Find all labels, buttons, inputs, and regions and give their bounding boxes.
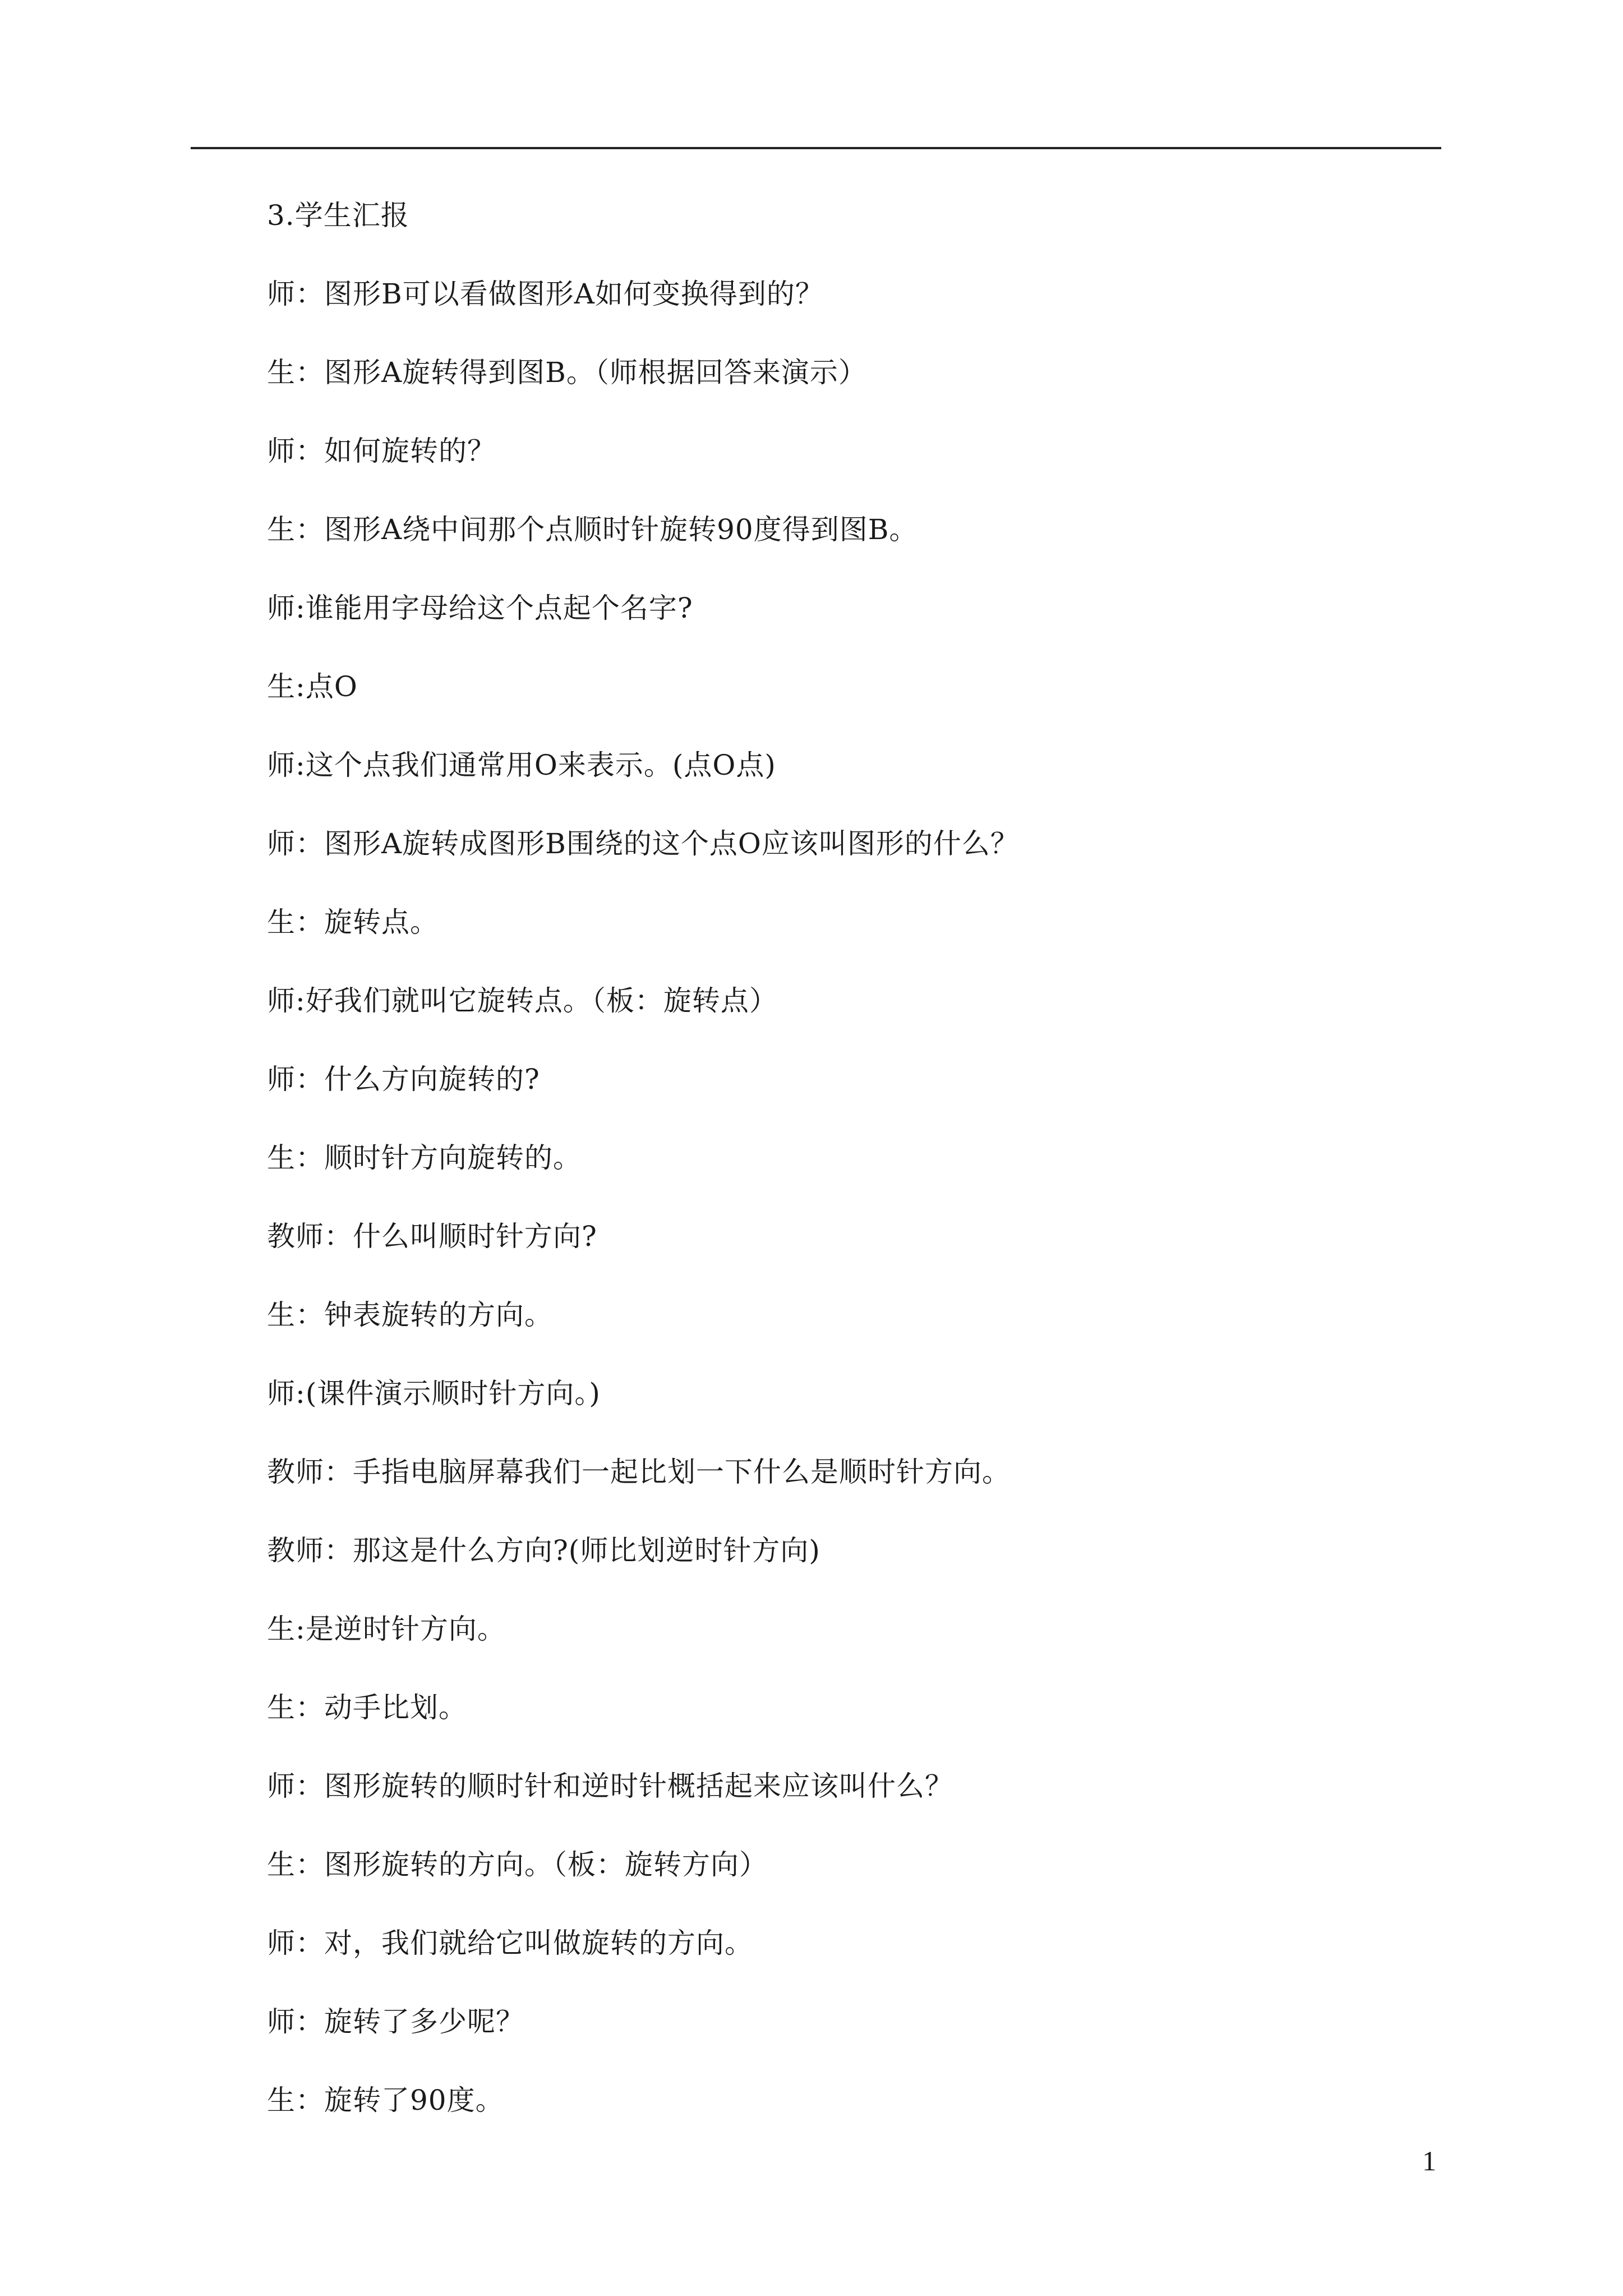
header-rule bbox=[191, 147, 1441, 149]
text-line: 师：对，我们就给它叫做旋转的方向。 bbox=[267, 1927, 753, 1959]
text-line: 生:点O bbox=[267, 670, 358, 703]
text-line: 生：图形A绕中间那个点顺时针旋转90度得到图B。 bbox=[267, 513, 918, 546]
text-line: 师:好我们就叫它旋转点。（板：旋转点） bbox=[267, 984, 778, 1017]
text-line: 师：旋转了多少呢？ bbox=[267, 2005, 524, 2038]
page-number: 1 bbox=[1422, 2145, 1436, 2177]
text-line: 生：图形旋转的方向。（板：旋转方向） bbox=[267, 1848, 768, 1881]
text-line: 师：如何旋转的？ bbox=[267, 435, 496, 467]
text-line: 生：顺时针方向旋转的。 bbox=[267, 1142, 582, 1174]
text-line: 生:是逆时针方向。 bbox=[267, 1613, 506, 1645]
text-line: 师:谁能用字母给这个点起个名字? bbox=[267, 592, 693, 624]
text-line: 生：旋转点。 bbox=[267, 906, 439, 938]
text-line: 师：图形B可以看做图形A如何变换得到的？ bbox=[267, 278, 824, 310]
text-line: 师：图形旋转的顺时针和逆时针概括起来应该叫什么？ bbox=[267, 1770, 953, 1802]
text-line: 生：旋转了90度。 bbox=[267, 2084, 504, 2116]
text-line: 生：图形A旋转得到图B。（师根据回答来演示） bbox=[267, 356, 867, 389]
text-line: 生：动手比划。 bbox=[267, 1691, 467, 1724]
text-line: 教师：什么叫顺时针方向? bbox=[267, 1220, 597, 1253]
text-line: 师:(课件演示顺时针方向。) bbox=[267, 1377, 601, 1410]
text-line: 3.学生汇报 bbox=[267, 199, 409, 232]
text-line: 教师：手指电脑屏幕我们一起比划一下什么是顺时针方向。 bbox=[267, 1456, 1011, 1488]
document-body bbox=[267, 195, 1389, 2159]
text-line: 教师：那这是什么方向?(师比划逆时针方向) bbox=[267, 1534, 820, 1567]
text-line: 师：图形A旋转成图形B围绕的这个点O应该叫图形的什么？ bbox=[267, 827, 1019, 860]
text-line: 师:这个点我们通常用O来表示。(点O点) bbox=[267, 749, 776, 781]
text-line: 生：钟表旋转的方向。 bbox=[267, 1299, 553, 1331]
text-line: 师：什么方向旋转的? bbox=[267, 1063, 540, 1096]
